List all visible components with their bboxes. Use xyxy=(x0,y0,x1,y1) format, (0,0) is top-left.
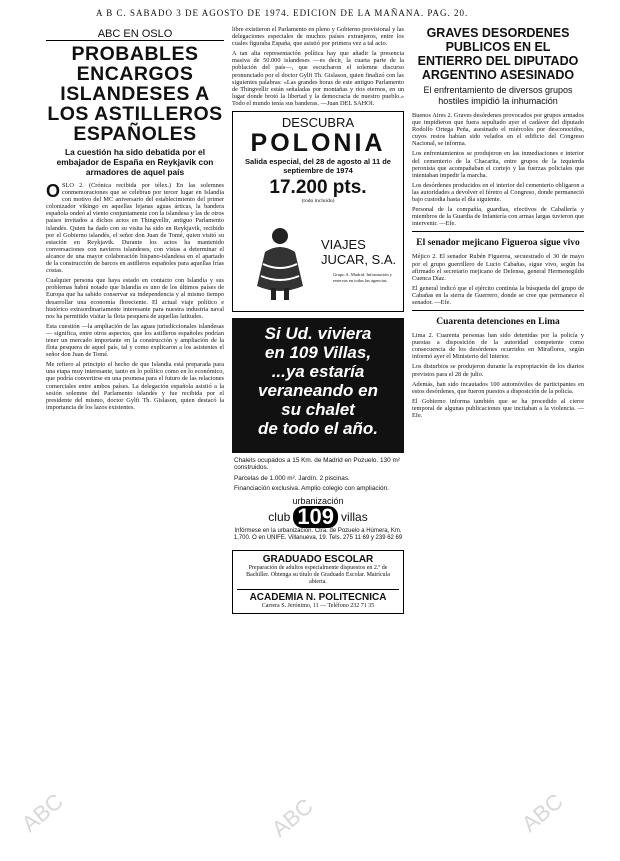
headline-lima: Cuarenta detenciones en Lima xyxy=(436,317,560,328)
ad-polonia-price: 17.200 pts. xyxy=(269,177,367,199)
subhead-astilleros: La cuestión ha sido debatida por el embajador de España en Reykjavik con armadores de aquel país xyxy=(56,147,214,177)
paragraph: SLO 2. (Crónica recibida por télex.) En las solemnes conmemoraciones que se celebran por tercer lugar en Islandia con motivo del MC aniversario del establecimiento del primer colonizador vikingo en aquellas lejanas aguas árticas, la bandera española ondeó al viento conjuntamente con la islandesa y las de otros países invitados a dichos actos en Thingvellir, antiguo Parlamento islandés. Quien ha dado con su visita ha sido en Reykjavik, recibido por el Gobierno islandés, el señor don Juan de Tomé, quien visitó su estación en Reykjavik. Durante los actos ha mantenido conversaciones con navieros islandeses, con vistas a determinar el alcance de una mayor colaboración hispano-islandesa en el apartado de la construcción de barcos en astilleros españoles para aquellas frías costas. xyxy=(46,182,224,275)
column-1 xyxy=(46,26,224,856)
urbanizacion-label: urbanización xyxy=(292,496,344,507)
folk-dancer-illustration xyxy=(245,224,315,304)
paragraph: El general indicó que el ejército continúa la búsqueda del grupo de Cabañas en la sierra de Guerrero, donde se cree que permanece el senador. —Efe. xyxy=(412,284,584,306)
paragraph: Lima 2. Cuarenta personas han sido detenidas por la policía y puestas a disposición de la autoridad competente como consecuencia de los desórdenes ocurridos en Miraflores, según informó ayer el Ministerio del Interior. xyxy=(412,332,584,361)
divider xyxy=(412,231,584,232)
column-2 xyxy=(232,26,404,856)
paragraph: Esta cuestión —la ampliación de las aguas jurisdiccionales islandesas— significa, entre otros aspectos, que los astilleros españoles podrían tener un mercado importante en la construcción y ampliación de la flota pesquera de aquel país, tal y como explicaron a los asistentes el señor don Juan de Tomé. xyxy=(46,322,224,359)
brand-jucar: JUCAR, S.A. xyxy=(321,252,397,268)
ad-villas xyxy=(232,318,404,453)
paragraph: Los enfrentamientos se produjeron en las inmediaciones e interior del cementerio de la Chacarita, entre grupos de la izquierda peronista que acompañaban el cortejo y las fuerzas policiales que intentaban impedir la marcha. xyxy=(412,150,584,179)
headline-argentina: GRAVES DESORDENES PUBLICOS EN EL ENTIERRO DEL DIPUTADO ARGENTINO ASESINADO xyxy=(417,26,579,82)
villas-bullet: Chalets ocupados a 15 Km. de Madrid en Pozuelo. 130 m² construidos. xyxy=(234,457,400,472)
ad-polonia-line1: DESCUBRA xyxy=(281,115,355,131)
urb-club: club xyxy=(268,510,291,525)
paragraph: Buenos Aires 2. Graves desórdenes provocados por grupos armados que impidieron que fuera sepultado ayer el cadáver del diputado Rodolfo Ortega Peña, asesinado el miércoles por desconocidos, cuyos restos habían sido velados en el edificio del Congreso Nacional, se informa. xyxy=(412,112,584,148)
ad-polonia-dates: Salida especial, del 28 de agosto al 11 de septiembre de 1974 xyxy=(245,157,391,176)
abc-watermark: ABC xyxy=(516,788,568,837)
ad-polonia-title: POLONIA xyxy=(250,129,386,158)
urbanizacion-logo xyxy=(232,496,404,542)
villas-bullet: Parcelas de 1.000 m². Jardín. 2 piscinas. xyxy=(234,474,350,482)
article-astilleros xyxy=(46,182,224,411)
section-kicker: ABC EN OSLO xyxy=(46,28,224,41)
graduado-address: Carrera S. Jerónimo, 11 — Teléfono 232 71 35 xyxy=(261,603,375,610)
masthead: A B C. SABADO 3 DE AGOSTO DE 1974. EDICION DE LA MAÑANA. PAG. 20. xyxy=(96,8,469,18)
ad-polonia-fineprint: Grupo A. Madrid. Información y reservas en todas las agencias. xyxy=(333,272,392,283)
abc-watermark: ABC xyxy=(266,793,318,842)
graduado-title: GRADUADO ESCOLAR xyxy=(262,554,374,566)
ad-polonia-brand xyxy=(321,237,396,267)
villas-line: en 109 Villas, xyxy=(264,343,372,363)
paragraph: Cualquier persona que haya estado en contacto con Islandia y sus problemas habrá notado que Islandia es uno de los últimos países de Europa que ha sabido conservar su independencia y al mismo tiempo desarrollar una economía floreciente. El actual viaje político e histórico extraordinariamente interesante para nuestra industria naval nos ha permitido visitar la flota pesquera de aquellas latitudes. xyxy=(46,277,224,320)
abc-watermark: ABC xyxy=(16,788,68,837)
urb-villas: villas xyxy=(341,510,368,525)
drop-cap: O xyxy=(46,181,61,201)
graduado-academy: ACADEMIA N. POLITECNICA xyxy=(237,589,399,603)
urbanizacion-row xyxy=(232,506,404,528)
villas-line: su chalet xyxy=(281,400,355,420)
paragraph: El Gobierno informa también que se ha procedido al cierre temporal de algunas publicaciones que incitaban a la violencia. —Efe. xyxy=(412,397,584,419)
paragraph: Además, han sido incautados 100 automóviles de participantes en estos desórdenes, que fueron puestos a disposición de la policía. xyxy=(412,380,584,395)
villas-line: veraneando en xyxy=(258,381,378,401)
brand-viajes: VIAJES xyxy=(321,237,366,253)
paragraph: Me refiero al principio el hecho de que Islandia está preparada para una etapa muy interesante, tanto en lo político como en lo económico, que podría convertirse en una promesa para el futuro de las relaciones comerciales entre ambos países. La delegación española asistió a la sesión solemne del Parlamento islandés y fue recibida por el presidente del mismo, doctor Gylfi Th. Gislason, quien destacó la importancia de los lazos existentes. xyxy=(46,361,224,411)
subhead-argentina: El enfrentamiento de diversos grupos hostiles impidió la inhumación xyxy=(423,85,573,106)
villas-line: ...ya estaría xyxy=(271,362,365,382)
villas-line: de todo el año. xyxy=(258,419,378,439)
villas-bullet: Financiación exclusiva. Amplio colegio con ampliación. xyxy=(234,484,389,492)
paragraph: A tan alta representación política hay que añadir la presencia masiva de 50.000 islandeses —es decir, la cuarta parte de la población del país—, que escucharon el solemne discurso pronunciado por el doctor Gylfi Th. Gislason, quien finalizó con las siguientes palabras: «Las grandes horas de este antiguo Parlamento de Thingvellir están señaladas por montañas y ríos eternos, en un lugar donde brotó la libertad y la democracia de nuestro pueblo.» Todo el mundo tenía sus banderas. —Juan DEL SAHOI. xyxy=(232,50,404,107)
paragraph: libre existieron el Parlamento en pleno y Gobierno provisional y las delegaciones especiales de muchos países extranjeros, entre los cuales figuraba España, que asistió por primera vez a tal acto. xyxy=(232,26,404,48)
paragraph: Los desórdenes producidos en el interior del cementerio obligaron a las autoridades a devolver el féretro al Congreso, donde permaneció bajo custodia hasta el día siguiente. xyxy=(412,181,584,204)
paragraph: Los disturbios se produjeron durante la expropiación de los diarios previstos para el 28 de julio. xyxy=(412,363,584,378)
urbanizacion-info: Infórmese en la urbanización. Ctra. de Pozuelo a Húmera, Km. 1,700. O en UNIFE. Villanueva, 19. Tels. 275 11 69 y 239 62 69 xyxy=(233,528,403,542)
ad-polonia-price-note: (todo incluido) xyxy=(301,198,335,205)
villas-line: Si Ud. viviera xyxy=(264,324,372,344)
paragraph: Méjico 2. El senador Rubén Figueroa, secuestrado el 30 de mayo por el grupo guerrillero de Lucio Cabañas, sigue vivo, según ha afirmado el secretario mejicano de Defensa, general Hermenegildo Cuenca Díaz. xyxy=(412,253,584,282)
urb-number: 109 xyxy=(293,506,338,528)
headline-figueroa: El senador mejicano Figueroa sigue vivo xyxy=(416,238,580,249)
headline-astilleros: PROBABLES ENCARGOS ISLANDESES A LOS ASTILLEROS ESPAÑOLES xyxy=(47,43,223,145)
ad-polonia xyxy=(232,111,404,312)
ad-graduado xyxy=(232,550,404,614)
paragraph: Personal de la compañía, guardias, efectivos de Caballería y miembros de la Guardia de Infantería con armas largas tuvieron que intervenir. —Efe. xyxy=(412,206,584,228)
divider xyxy=(412,310,584,311)
villas-features xyxy=(232,453,404,492)
graduado-text: Preparación de adultos especialmente dispuestos en 2.º de Bachiller. Obtenga su título de Graduado Escolar. Matrícula abierta. xyxy=(246,565,390,586)
column-3 xyxy=(412,26,584,856)
